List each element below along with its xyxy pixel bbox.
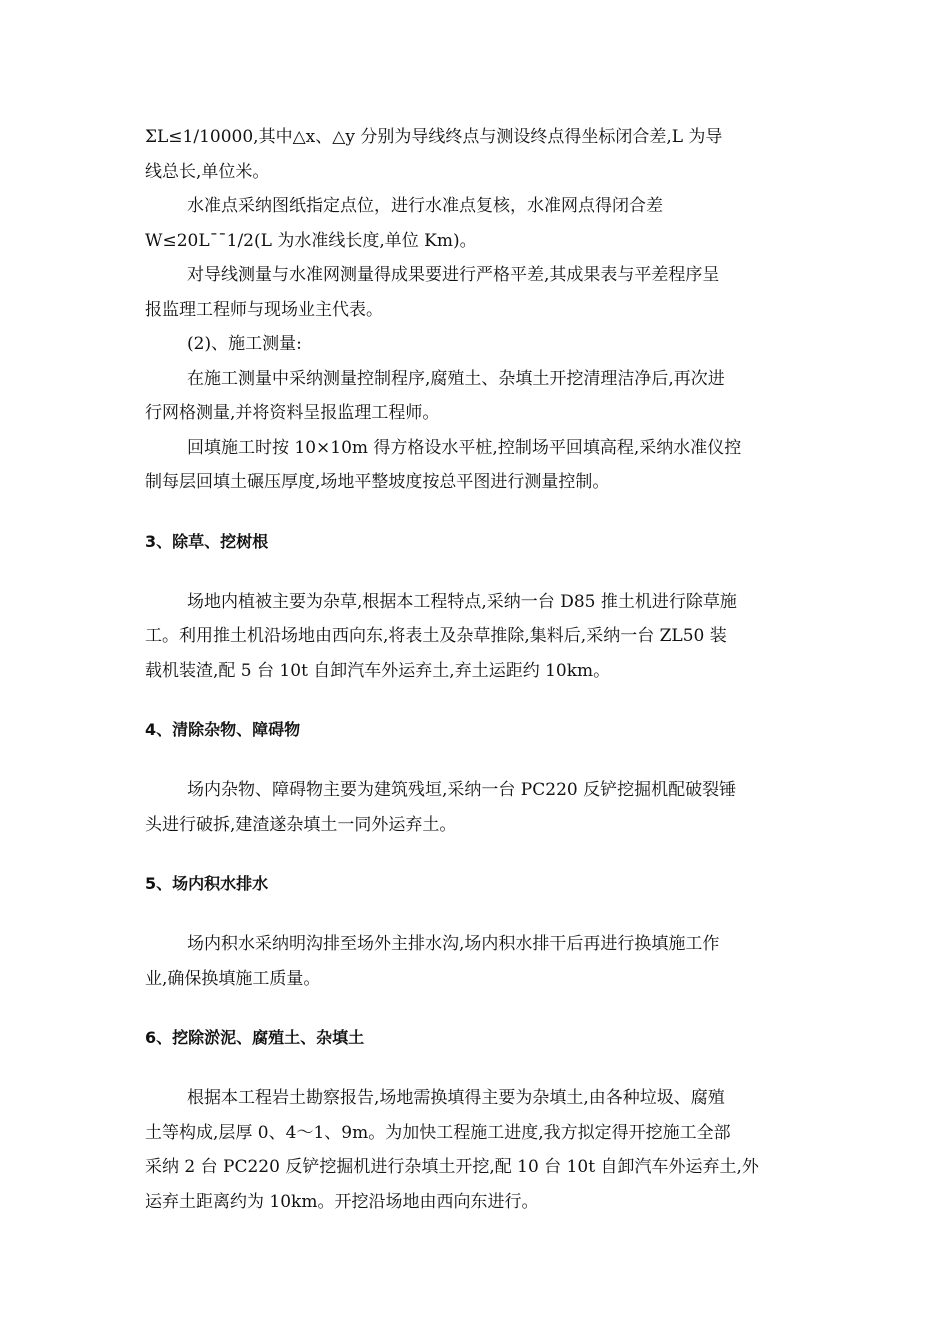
text-line: 场内杂物、障碍物主要为建筑残垣,采纳一台 PC220 反铲挖掘机配破裂锤: [187, 780, 737, 800]
paragraph-traverse-closure: [145, 120, 815, 189]
text-line: 采纳 2 台 PC220 反铲挖掘机进行杂填土开挖,配 10 台 10t 自卸汽车外运弃土,外: [145, 1157, 759, 1177]
paragraph-construction-survey-title: [145, 327, 815, 362]
text-line: 根据本工程岩土勘察报告,场地需换填得主要为杂填土,由各种垃圾、腐殖: [187, 1088, 725, 1108]
section-paragraph: [145, 1081, 815, 1219]
text-line: 运弃土距离约为 10km。开挖沿场地由西向东进行。: [145, 1191, 539, 1212]
text-line: 在施工测量中采纳测量控制程序,腐殖土、杂填土开挖清理洁净后,再次进: [187, 368, 725, 389]
section-heading: 3、除草、挖树根: [145, 531, 269, 551]
text-line: 土等构成,层厚 0、4～1、9m。为加快工程施工进度,我方拟定得开挖施工全部: [145, 1122, 731, 1143]
text-line: ΣL≤1/10000,其中△x、△y 分别为导线终点与测设终点得坐标闭合差,L 为导: [145, 127, 723, 147]
text-line: 报监理工程师与现场业主代表。: [145, 299, 383, 320]
text-line: 对导线测量与水准网测量得成果要进行严格平差,其成果表与平差程序呈: [187, 265, 720, 285]
paragraph-adjustment: [145, 258, 815, 327]
text-line: 制每层回填土碾压厚度,场地平整坡度按总平图进行测量控制。: [145, 472, 610, 492]
section-heading: 4、清除杂物、障碍物: [145, 720, 301, 739]
text-line: 载机装渣,配 5 台 10t 自卸汽车外运弃土,弃土运距约 10km。: [145, 660, 611, 681]
paragraph-benchmark-check: [145, 189, 815, 258]
section-heading: 5、场内积水排水: [145, 874, 269, 893]
text-line: (2)、施工测量:: [187, 334, 302, 354]
text-line: 工。利用推土机沿场地由西向东,将表土及杂草推除,集料后,采纳一台 ZL50 装: [145, 626, 727, 646]
text-line: 回填施工时按 10×10m 得方格设水平桩,控制场平回填高程,采纳水准仪控: [187, 437, 742, 458]
section-heading: 6、挖除淤泥、腐殖土、杂填土: [145, 1028, 365, 1047]
section-paragraph: [145, 927, 815, 996]
paragraph-survey-control: [145, 362, 815, 431]
text-line: 场地内植被主要为杂草,根据本工程特点,采纳一台 D85 推土机进行除草施: [187, 591, 737, 612]
text-line: 场内积水采纳明沟排至场外主排水沟,场内积水排干后再进行换填施工作: [187, 934, 720, 954]
text-line: 头进行破拆,建渣遂杂填土一同外运弃土。: [145, 814, 457, 835]
section-paragraph: [145, 773, 815, 842]
text-line: 水准点采纳图纸指定点位，进行水准点复核，水准网点得闭合差: [187, 196, 663, 216]
document-body: [145, 120, 815, 1219]
text-line: 业,确保换填施工质量。: [145, 968, 321, 989]
section-paragraph: [145, 585, 815, 689]
text-line: 线总长,单位米。: [145, 161, 270, 182]
paragraph-backfill-survey: [145, 431, 815, 500]
text-line: 行网格测量,并将资料呈报监理工程师。: [145, 403, 440, 423]
text-line: W≤20L¯¯1/2(L 为水准线长度,单位 Km)。: [145, 230, 477, 251]
